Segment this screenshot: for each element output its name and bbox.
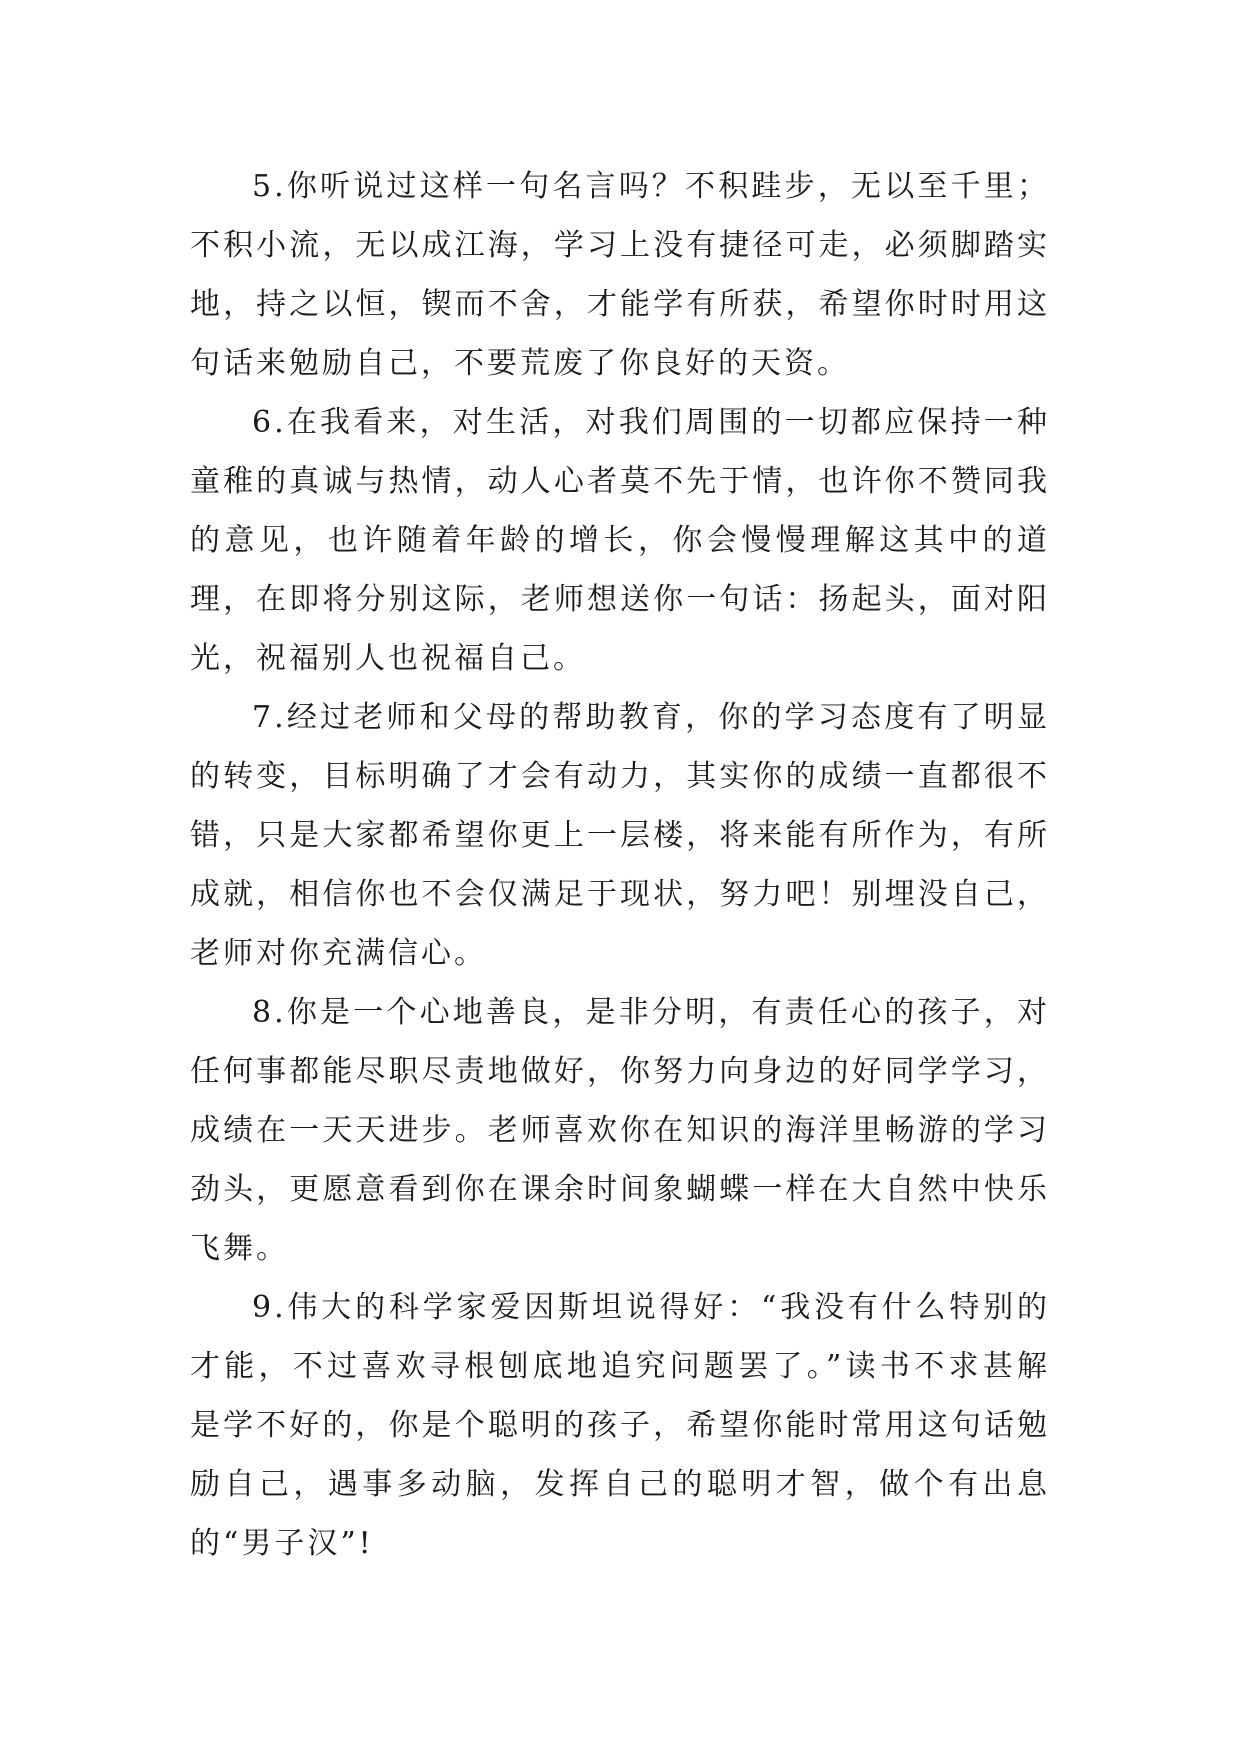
paragraph-6: 6.在我看来，对生活，对我们周围的一切都应保持一种童稚的真诚与热情，动人心者莫不先于情，也许你不赞同我的意见，也许随着年龄的增长，你会慢慢理解这其中的道理，在即将分别这际，老师想送你一句话：扬起头，面对阳光，祝福别人也祝福自己。 (190, 405, 1050, 676)
document-body (190, 157, 1050, 1573)
paragraph-5: 5.你听说过这样一句名言吗？不积跬步，无以至千里；不积小流，无以成江海，学习上没有捷径可走，必须脚踏实地，持之以恒，锲而不舍，才能学有所获，希望你时时用这句话来勉励自己，不要荒废了你良好的天资。 (190, 169, 1050, 381)
paragraph-8: 8.你是一个心地善良，是非分明，有责任心的孩子，对任何事都能尽职尽责地做好，你努力向身边的好同学学习，成绩在一天天进步。老师喜欢你在知识的海洋里畅游的学习劲头，更愿意看到你在课余时间象蝴蝶一样在大自然中快乐飞舞。 (190, 995, 1050, 1266)
paragraph-7: 7.经过老师和父母的帮助教育，你的学习态度有了明显的转变，目标明确了才会有动力，其实你的成绩一直都很不错，只是大家都希望你更上一层楼，将来能有所作为，有所成就，相信你也不会仅满足于现状，努力吧！别埋没自己，老师对你充满信心。 (190, 700, 1050, 971)
paragraph-9: 9.伟大的科学家爱因斯坦说得好：“我没有什么特别的才能，不过喜欢寻根刨底地追究问题罢了。”读书不求甚解是学不好的，你是个聪明的孩子，希望你能时常用这句话勉励自己，遇事多动脑，发挥自己的聪明才智，做个有出息的“男子汉”! (190, 1290, 1050, 1561)
